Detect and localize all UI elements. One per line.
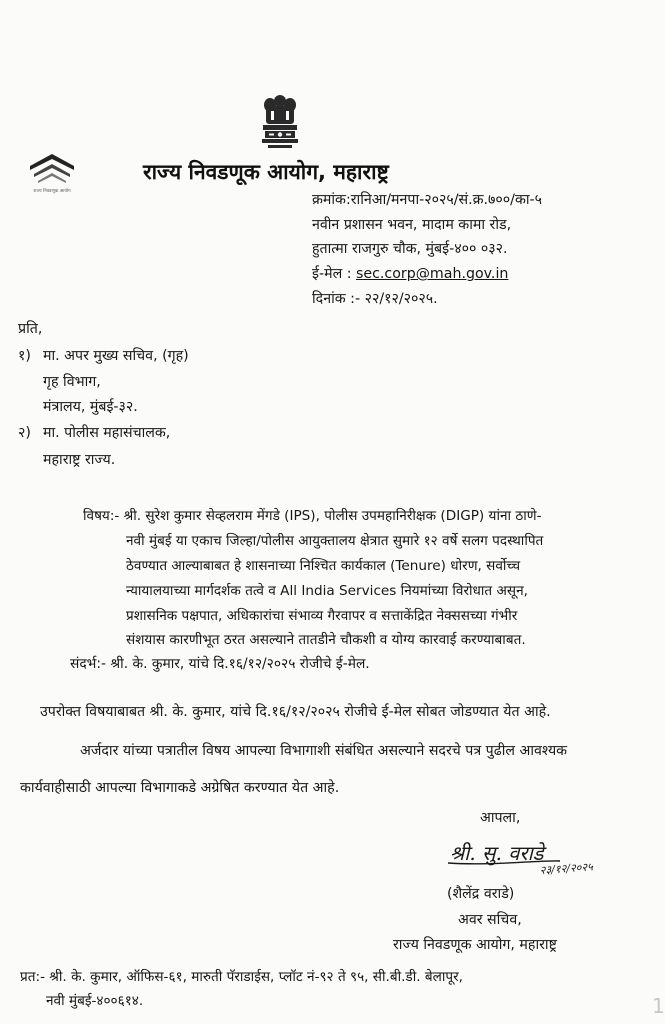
subject-line-3: ठेवण्यात आल्याबाबत हे शासनाच्या निश्चित कार्यकाल (Tenure) धोरण, सर्वोच्च [126,558,521,574]
copy-to-line-2: नवी मुंबई-४००६१४. [46,993,144,1009]
letter-date: दिनांक :- २२/१२/२०२५. [312,291,438,307]
recipient-1-number: १) [18,348,31,364]
signature-date: २३/१२/२०२५ [539,860,594,877]
signature-text: श्री. सु. वराडे [450,841,544,865]
sec-logo-icon [26,152,78,198]
recipient-1-line-1: मा. अपर मुख्य सचिव, (गृह) [43,348,189,364]
email-line [312,264,508,283]
subject-line-5: प्रशासनिक पक्षपात, अधिकारांचा संभाव्य गैरवापर व सत्ताकेंद्रित नेक्ससच्या गंभीर [126,608,518,624]
body-paragraph-1: उपरोक्त विषयाबाबत श्री. के. कुमार, यांचे दि.१६/१२/२०२५ रोजीचे ई-मेल सोबत जोडण्यात येत आहे. [40,704,551,720]
subject-line-2: नवी मुंबई या एकाच जिल्हा/पोलीस आयुक्तालय क्षेत्रात सुमारे १२ वर्षे सलग पदस्थापित [126,533,544,549]
recipient-1-line-2: गृह विभाग, [43,374,101,390]
subject-line-1: विषय:- श्री. सुरेश कुमार सेव्हलराम मेंगडे (IPS), पोलीस उपमहानिरीक्षक (DIGP) यांना ठाणे- [83,508,542,524]
address-line-2: हुतात्मा राजगुरु चौक, मुंबई-४०० ०३२. [312,241,508,257]
signatory-name: (शैलेंद्र वराडे) [447,886,515,902]
reference-number: क्रमांक:रानिआ/मनपा-२०२५/सं.क्र.७००/का-५ [312,192,543,208]
subject-reference: संदर्भ:- श्री. के. कुमार, यांचे दि.१६/१२/२०२५ रोजीचे ई-मेल. [70,656,370,672]
handwritten-signature [440,830,640,878]
body-paragraph-2-line-1: अर्जदार यांच्या पत्रातील विषय आपल्या विभागाशी संबंधित असल्याने सदरचे पत्र पुढील आवश्यक [80,743,568,759]
organization-heading: राज्य निवडणूक आयोग, महाराष्ट्र [143,160,389,184]
recipient-2-number: २) [18,425,31,441]
email-label: ई-मेल : [312,266,356,282]
page-number: 1 [652,994,665,1018]
state-emblem-icon [258,92,302,152]
subject-line-4: न्यायालयाच्या मार्गदर्शक तत्वे व All India Services नियमांच्या विरोधात असून, [126,583,528,599]
closing-salutation: आपला, [480,810,521,826]
subject-line-6: संशयास कारणीभूत ठरत असल्याने तातडीने चौकशी व योग्य कारवाई करण्याबाबत. [126,632,526,648]
email-link[interactable]: sec.corp@mah.gov.in [356,266,509,282]
copy-to-line-1: प्रत:- श्री. के. कुमार, ऑफिस-६१, मारुती पॅराडाईस, प्लॉट नं-९२ ते ९५, सी.बी.डी. बेलापूर, [20,969,463,985]
recipient-1-line-3: मंत्रालय, मुंबई-३२. [43,399,138,415]
recipient-2-line-1: मा. पोलीस महासंचालक, [43,425,171,441]
body-paragraph-2-line-2: कार्यवाहीसाठी आपल्या विभागाकडे अग्रेषित करण्यात येत आहे. [20,780,340,796]
prati-label: प्रति, [18,321,43,337]
signatory-organization: राज्य निवडणूक आयोग, महाराष्ट्र [393,937,557,953]
signatory-designation: अवर सचिव, [458,912,522,928]
sec-logo-label: राज्य निवडणूक आयोग [33,189,71,194]
address-line-1: नवीन प्रशासन भवन, मादाम कामा रोड, [312,217,512,233]
recipient-2-line-2: महाराष्ट्र राज्य. [43,452,116,468]
